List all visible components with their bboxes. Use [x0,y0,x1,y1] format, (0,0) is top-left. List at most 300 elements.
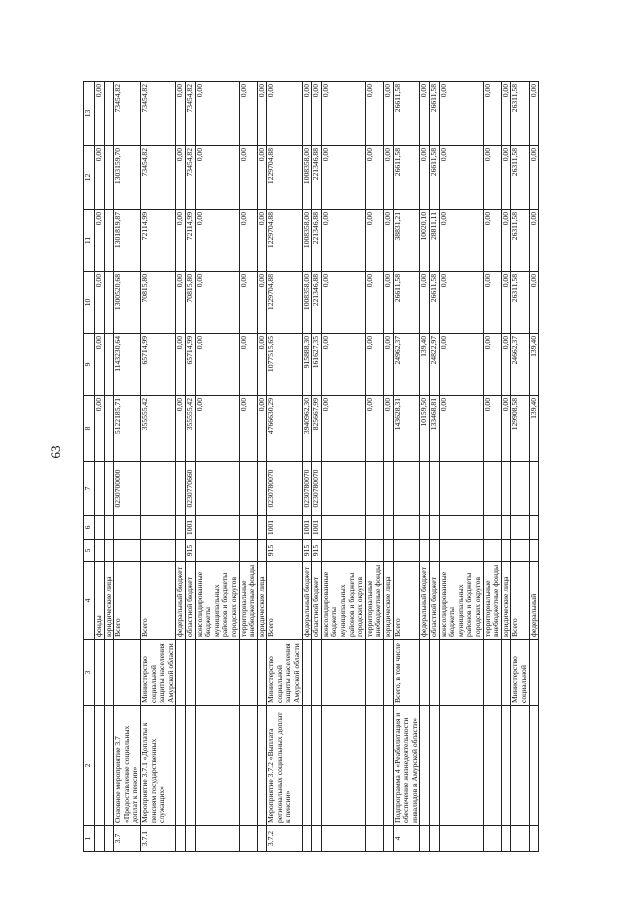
year-2020-value: 0,00 [483,334,501,396]
year-2024-value: 26611,58 [393,82,420,146]
total-value: 4766630,29 [267,396,302,462]
year-2024-value: 0,00 [312,82,322,146]
year-2024-value: 73454,82 [185,82,195,146]
section-code [420,516,430,540]
target-article [393,462,420,516]
total-value: 0,00 [239,396,257,462]
section-code [429,516,439,540]
year-2022-value: 26311,58 [511,210,529,272]
year-2024-value: 0,00 [365,82,383,146]
target-article [483,462,501,516]
year-2024-value: 0,00 [420,82,430,146]
year-2023-value: 0,00 [384,146,394,210]
executor [420,640,430,706]
year-2021-value: 0,00 [95,272,105,334]
table-row [429,82,439,852]
year-2023-value: 0,00 [439,146,483,210]
year-2022-value: 0,00 [195,210,239,272]
column-header: 2 [84,706,95,826]
grbs-code: 915 [302,540,312,562]
year-2020-value: 0,00 [239,334,257,396]
executor [114,640,141,706]
row-number [511,826,529,852]
year-2021-value: 221346,88 [312,272,322,334]
year-2022-value: 72114,99 [185,210,195,272]
funding-source: областной бюджет [185,562,195,640]
grbs-code: 915 [312,540,322,562]
table-row [140,82,175,852]
executor [239,640,257,706]
grbs-code [140,540,175,562]
target-article [501,462,511,516]
year-2023-value: 0,00 [501,146,511,210]
total-value: 0,00 [195,396,239,462]
grbs-code [176,540,186,562]
year-2020-value: 139,40 [529,334,539,396]
table-row [267,82,302,852]
year-2022-value: 0,00 [384,210,394,272]
section-code [511,516,529,540]
column-header: 9 [84,334,95,396]
item-name: Мероприятие 3.7.1 «Доплаты к пенсиям государственных служащих» [140,706,175,826]
table-row [511,82,529,852]
section-code [176,516,186,540]
grbs-code [420,540,430,562]
table-row [302,82,312,852]
funding-source: Всего [114,562,141,640]
year-2023-value: 0,00 [529,146,539,210]
grbs-code [511,540,529,562]
item-name [384,706,394,826]
section-code: 1001 [185,516,195,540]
target-article [439,462,483,516]
year-2023-value: 73454,82 [140,146,175,210]
target-article [384,462,394,516]
total-value: 0,00 [176,396,186,462]
item-name [439,706,483,826]
year-2023-value: 0,00 [95,146,105,210]
funding-source: областной бюджет [312,562,322,640]
year-2023-value: 1229704,88 [267,146,302,210]
total-value: 133468,81 [429,396,439,462]
funding-source: юридические лица [384,562,394,640]
table-row [239,82,257,852]
section-code [365,516,383,540]
item-name [95,706,105,826]
row-number [312,826,322,852]
year-2021-value: 0,00 [365,272,383,334]
executor [365,640,383,706]
column-header: 8 [84,396,95,462]
row-number [239,826,257,852]
section-code [529,516,539,540]
column-header: 7 [84,462,95,516]
row-number: 3.7.2 [267,826,302,852]
executor [439,640,483,706]
year-2021-value: 0,00 [176,272,186,334]
row-number [529,826,539,852]
row-number [501,826,511,852]
year-2021-value: 0,00 [384,272,394,334]
funding-source: консолидированные бюджеты муниципальных районов и бюджеты городских округов [321,562,365,640]
year-2023-value: 73454,82 [185,146,195,210]
year-2022-value: 0,00 [95,210,105,272]
section-code [195,516,239,540]
year-2023-value: 0,00 [239,146,257,210]
budget-table [83,81,539,852]
year-2020-value: 139,40 [420,334,430,396]
total-value: 0,00 [384,396,394,462]
funding-source: федеральный [529,562,539,640]
table-body [95,82,539,852]
target-article: 0230780070 [302,462,312,516]
year-2022-value: 0,00 [483,210,501,272]
item-name [302,706,312,826]
funding-source: федеральный бюджет [176,562,186,640]
year-2021-value: 70815,80 [185,272,195,334]
year-2022-value: 0,00 [365,210,383,272]
column-header: 12 [84,146,95,210]
table-row [439,82,483,852]
section-code [239,516,257,540]
table-row [95,82,105,852]
item-name [365,706,383,826]
funding-source: Всего [511,562,529,640]
total-value: 0,00 [483,396,501,462]
year-2020-value: 0,00 [257,334,267,396]
year-2022-value: 0,00 [439,210,483,272]
executor: Министерство социальной [511,640,529,706]
section-code: 1001 [267,516,302,540]
year-2023-value: 0,00 [420,146,430,210]
total-value: 0,00 [95,396,105,462]
year-2023-value: 0,00 [257,146,267,210]
grbs-code [483,540,501,562]
year-2021-value: 1300520,68 [114,272,141,334]
total-value: 355555,42 [140,396,175,462]
target-article [176,462,186,516]
grbs-code [95,540,105,562]
year-2023-value: 0,00 [195,146,239,210]
year-2024-value: 0,00 [195,82,239,146]
grbs-code [393,540,420,562]
grbs-code [321,540,365,562]
year-2020-value: 24962,37 [393,334,420,396]
executor: Министерство социальной защиты населения Амурской области [140,640,175,706]
table-row [312,82,322,852]
target-article [95,462,105,516]
row-number: 3.7 [114,826,141,852]
executor [185,640,195,706]
table-row [501,82,511,852]
year-2021-value: 70815,80 [140,272,175,334]
executor: Всего, в том числе [393,640,420,706]
year-2021-value: 26611,58 [429,272,439,334]
year-2023-value: 221346,88 [312,146,322,210]
table-row [176,82,186,852]
row-number [365,826,383,852]
funding-source: Всего [140,562,175,640]
row-number [429,826,439,852]
total-value: 139,40 [529,396,539,462]
row-number [302,826,312,852]
item-name [312,706,322,826]
table-row [529,82,539,852]
total-value: 0,00 [257,396,267,462]
total-value: 10159,50 [420,396,430,462]
funding-source: юридические лица [257,562,267,640]
year-2024-value: 73454,82 [140,82,175,146]
year-2021-value: 0,00 [257,272,267,334]
column-header: 5 [84,540,95,562]
column-header: 3 [84,640,95,706]
funding-source: территориальные внебюджетные фонды [483,562,501,640]
section-code [439,516,483,540]
year-2024-value: 0,00 [302,82,312,146]
section-code [104,516,114,540]
target-article [429,462,439,516]
section-code: 1001 [302,516,312,540]
year-2021-value: 0,00 [321,272,365,334]
grbs-code [365,540,383,562]
funding-source: Всего [267,562,302,640]
column-header: 4 [84,562,95,640]
row-number [185,826,195,852]
row-number [439,826,483,852]
year-2020-value: 0,00 [384,334,394,396]
target-article [365,462,383,516]
item-name: Мероприятие 3.7.2 «Выплата региональных социальных доплат к пенсии» [267,706,302,826]
total-value: 825667,99 [312,396,322,462]
column-header: 11 [84,210,95,272]
year-2020-value: 1077515,65 [267,334,302,396]
header-row [84,82,95,852]
item-name [511,706,529,826]
year-2020-value: 0,00 [365,334,383,396]
section-code [393,516,420,540]
item-name [529,706,539,826]
executor [95,640,105,706]
year-2020-value: 915888,30 [302,334,312,396]
year-2022-value: 1301819,87 [114,210,141,272]
item-name [420,706,430,826]
grbs-code [439,540,483,562]
row-number [95,826,105,852]
grbs-code [104,540,114,562]
target-article [420,462,430,516]
year-2024-value: 0,00 [483,82,501,146]
year-2021-value: 0,00 [529,272,539,334]
year-2022-value: 10020,10 [420,210,430,272]
executor [195,640,239,706]
grbs-code [384,540,394,562]
year-2021-value: 0,00 [483,272,501,334]
rotated-table-container [83,82,583,852]
year-2022-value: 0,00 [257,210,267,272]
table-row [365,82,383,852]
year-2024-value: 26311,58 [511,82,529,146]
grbs-code [529,540,539,562]
target-article [140,462,175,516]
year-2021-value: 0,00 [501,272,511,334]
table-row [114,82,141,852]
target-article [321,462,365,516]
item-name [176,706,186,826]
year-2020-value: 0,00 [321,334,365,396]
item-name [483,706,501,826]
target-article [529,462,539,516]
section-code [483,516,501,540]
executor [312,640,322,706]
funding-source: фонды [95,562,105,640]
year-2023-value: 26311,58 [511,146,529,210]
year-2020-value: 24662,37 [511,334,529,396]
funding-source: территориальные внебюджетные фонды [239,562,257,640]
total-value: 143628,31 [393,396,420,462]
year-2020-value: 1143230,64 [114,334,141,396]
executor [384,640,394,706]
funding-source: консолидированные бюджеты муниципальных районов и бюджеты городских округов [195,562,239,640]
row-number [483,826,501,852]
item-name [185,706,195,826]
executor: Министерство социальной защиты населения Амурской области [267,640,302,706]
year-2023-value: 0,00 [365,146,383,210]
section-code [321,516,365,540]
year-2023-value: 1303159,70 [114,146,141,210]
table-row [420,82,430,852]
grbs-code [501,540,511,562]
grbs-code [239,540,257,562]
section-code [384,516,394,540]
year-2023-value: 26611,58 [393,146,420,210]
target-article: 0230700000 [114,462,141,516]
executor [529,640,539,706]
year-2020-value: 0,00 [176,334,186,396]
year-2024-value: 0,00 [257,82,267,146]
year-2022-value: 1229704,88 [267,210,302,272]
table-row [384,82,394,852]
executor [429,640,439,706]
target-article [511,462,529,516]
year-2024-value: 0,00 [529,82,539,146]
year-2023-value: 0,00 [176,146,186,210]
grbs-code: 915 [185,540,195,562]
year-2020-value: 65714,99 [140,334,175,396]
year-2022-value: 0,00 [239,210,257,272]
item-name: Подпрограмма 4 «Реабилитация и обеспечение жизнедеятельности инвалидов в Амурской области» [393,706,420,826]
total-value: 0,00 [365,396,383,462]
year-2020-value: 0,00 [439,334,483,396]
year-2024-value: 0,00 [321,82,365,146]
year-2020-value: 0,00 [95,334,105,396]
section-code [114,516,141,540]
year-2023-value: 1008358,00 [302,146,312,210]
executor [321,640,365,706]
table-row [483,82,501,852]
grbs-code [429,540,439,562]
year-2022-value: 0,00 [501,210,511,272]
funding-source: территориальные внебюджетные фонды [365,562,383,640]
row-number [420,826,430,852]
year-2022-value: 1008358,00 [302,210,312,272]
executor [302,640,312,706]
target-article: 0230780070 [267,462,302,516]
year-2020-value: 0,00 [501,334,511,396]
item-name [501,706,511,826]
year-2021-value: 26311,58 [511,272,529,334]
year-2023-value: 0,00 [321,146,365,210]
column-header: 6 [84,516,95,540]
grbs-code [114,540,141,562]
item-name: Основное мероприятие 3.7 «Предоставление социальных доплат к пенсии» [114,706,141,826]
year-2022-value: 0,00 [176,210,186,272]
year-2023-value: 26611,58 [429,146,439,210]
funding-source: юридические лица [501,562,511,640]
item-name [239,706,257,826]
row-number: 3.7.1 [140,826,175,852]
year-2022-value: 221346,88 [312,210,322,272]
total-value: 5122185,71 [114,396,141,462]
executor [104,640,114,706]
grbs-code: 915 [267,540,302,562]
table-row [321,82,365,852]
executor [176,640,186,706]
year-2020-value: 161627,35 [312,334,322,396]
section-code [501,516,511,540]
total-value: 0,00 [321,396,365,462]
year-2024-value: 0,00 [439,82,483,146]
total-value: 3940962,30 [302,396,312,462]
grbs-code [195,540,239,562]
funding-source: юридические лица [104,562,114,640]
row-number [195,826,239,852]
target-article: 0230780070 [312,462,322,516]
target-article: 0230770660 [185,462,195,516]
funding-source: областной бюджет [429,562,439,640]
year-2024-value: 26611,58 [429,82,439,146]
row-number [176,826,186,852]
funding-source: федеральный бюджет [302,562,312,640]
column-header: 10 [84,272,95,334]
year-2022-value: 0,00 [321,210,365,272]
total-value: 355555,42 [185,396,195,462]
year-2020-value: 65714,99 [185,334,195,396]
item-name [321,706,365,826]
total-value: 0,00 [501,396,511,462]
year-2020-value: 24822,97 [429,334,439,396]
column-header: 1 [84,826,95,852]
section-code: 1001 [312,516,322,540]
year-2021-value: 0,00 [195,272,239,334]
table-row [195,82,239,852]
year-2024-value: 73454,82 [114,82,141,146]
year-2021-value: 0,00 [420,272,430,334]
total-value: 0,00 [439,396,483,462]
year-2022-value: 0,00 [529,210,539,272]
row-number [321,826,365,852]
executor [483,640,501,706]
table-row [185,82,195,852]
year-2021-value: 0,00 [439,272,483,334]
total-value: 129908,58 [511,396,529,462]
item-name [195,706,239,826]
year-2020-value: 0,00 [195,334,239,396]
column-header: 13 [84,82,95,146]
row-number: 4 [393,826,420,852]
table-row [393,82,420,852]
year-2021-value: 0,00 [239,272,257,334]
item-name [429,706,439,826]
